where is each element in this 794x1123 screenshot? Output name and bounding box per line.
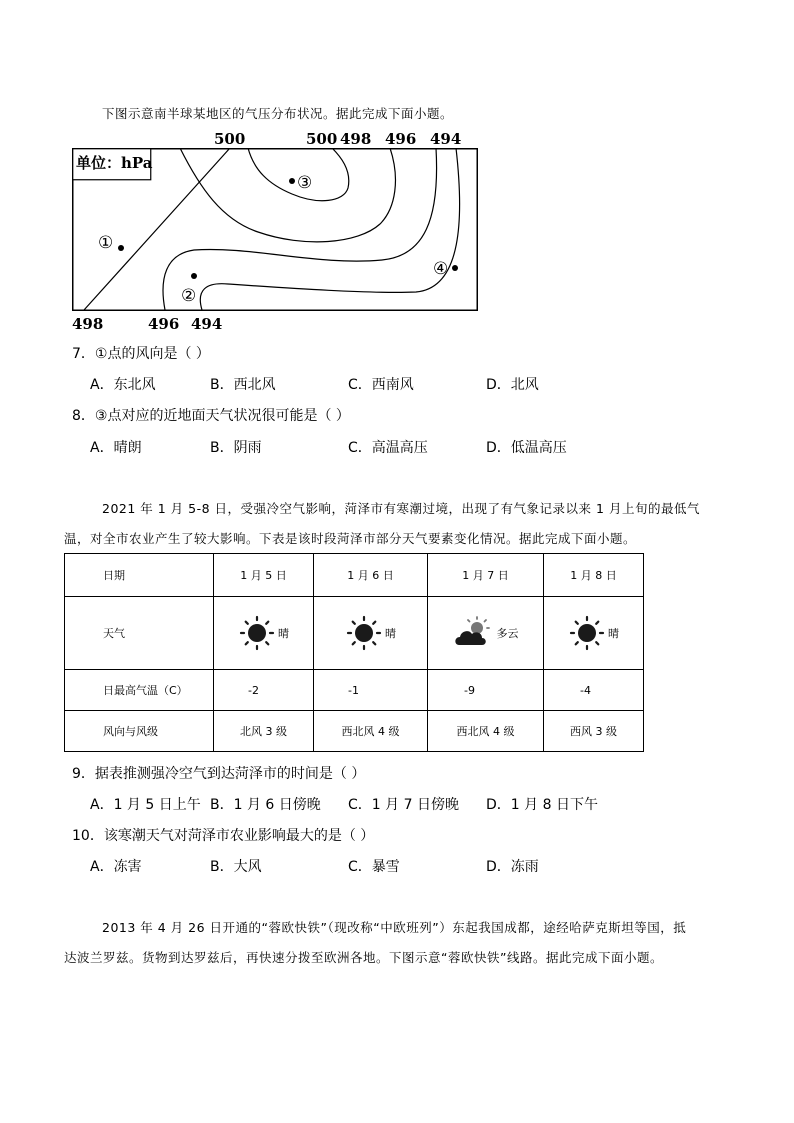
weather-text: 多云: [496, 627, 519, 640]
row-header-max-temp: 日最高气温（C）: [103, 684, 188, 697]
wind-cell: 西风 3 级: [544, 711, 644, 752]
question-9-option-d[interactable]: D．1 月 8 日下午: [486, 797, 598, 813]
question-9-stem: 9．据表推测强冷空气到达菏泽市的时间是（ ）: [72, 766, 366, 782]
sun-icon: [568, 614, 606, 652]
cloud-sun-icon: [453, 614, 493, 652]
point-1-dot: [118, 245, 124, 251]
row-header-weather: 天气: [103, 627, 125, 640]
question-7-option-a[interactable]: A．东北风: [90, 377, 156, 393]
question-10-option-a[interactable]: A．冻害: [90, 859, 142, 875]
section2-intro-line1: 2021 年 1 月 5-8 日，受强冷空气影响，菏泽市有寒潮过境，出现了有气象记录以来 1 月上旬的最低气: [102, 501, 700, 516]
point-3-label: ③: [297, 173, 313, 193]
question-10-option-c[interactable]: C．暴雪: [348, 859, 400, 875]
isobar-label-top: 500: [306, 130, 338, 148]
question-10-option-b[interactable]: B．大风: [210, 859, 262, 875]
question-7-option-c[interactable]: C．西南风: [348, 377, 414, 393]
isobar-label-top: 494: [430, 130, 462, 148]
question-8-option-c[interactable]: C．高温高压: [348, 440, 428, 456]
point-4-label: ④: [433, 259, 449, 279]
question-10-option-d[interactable]: D．冻雨: [486, 859, 539, 875]
row-header-date: 日期: [103, 569, 125, 582]
question-8-option-b[interactable]: B．阴雨: [210, 440, 262, 456]
wind-cell: 西北风 4 级: [428, 711, 544, 752]
sun-icon: [345, 614, 383, 652]
question-9-option-b[interactable]: B．1 月 6 日傍晚: [210, 797, 321, 813]
point-4-dot: [452, 265, 458, 271]
isobar-label-top: 500: [214, 130, 246, 148]
point-3-dot: [289, 178, 295, 184]
date-cell: 1 月 7 日: [428, 554, 544, 597]
question-8-stem: 8．③点对应的近地面天气状况很可能是（ ）: [72, 408, 350, 424]
isobar-label-bottom: 494: [191, 315, 223, 333]
question-9-option-c[interactable]: C．1 月 7 日傍晚: [348, 797, 459, 813]
date-cell: 1 月 5 日: [214, 554, 314, 597]
question-7-option-b[interactable]: B．西北风: [210, 377, 276, 393]
max-temp-cell: -4: [580, 683, 591, 697]
question-9-option-a[interactable]: A．1 月 5 日上午: [90, 797, 201, 813]
weather-table: [64, 553, 644, 752]
max-temp-cell: -2: [248, 683, 259, 697]
question-10-stem: 10．该寒潮天气对菏泽市农业影响最大的是（ ）: [72, 828, 375, 844]
isobar-label-bottom: 498: [72, 315, 104, 333]
question-7-stem: 7．①点的风向是（ ）: [72, 346, 210, 362]
date-cell: 1 月 6 日: [314, 554, 428, 597]
question-8-option-a[interactable]: A．晴朗: [90, 440, 142, 456]
wind-cell: 北风 3 级: [214, 711, 314, 752]
date-cell: 1 月 8 日: [544, 554, 644, 597]
question-8-option-d[interactable]: D．低温高压: [486, 440, 567, 456]
isobar-label-top: 496: [385, 130, 417, 148]
section2-intro-line2: 温，对全市农业产生了较大影响。下表是该时段菏泽市部分天气要素变化情况。据此完成下面小题。: [64, 531, 637, 546]
max-temp-cell: -1: [348, 683, 359, 697]
isobar-label-bottom: 496: [148, 315, 180, 333]
point-2-label: ②: [181, 286, 197, 306]
table-row: [65, 554, 644, 597]
table-row: [65, 597, 644, 670]
wind-cell: 西北风 4 级: [314, 711, 428, 752]
unit-label: 单位：hPa: [76, 154, 153, 172]
point-1-label: ①: [98, 233, 114, 253]
table-row: [65, 711, 644, 752]
section3-intro-line1: 2013 年 4 月 26 日开通的“蓉欧快铁”（现改称“中欧班列”）东起我国成都，途经哈萨克斯坦等国，抵: [102, 920, 687, 935]
sun-icon: [238, 614, 276, 652]
section3-intro-line2: 达波兰罗兹。货物到达罗兹后，再快速分拨至欧洲各地。下图示意“蓉欧快铁”线路。据此完成下面小题。: [64, 950, 663, 965]
max-temp-cell: -9: [464, 683, 475, 697]
section1-intro: 下图示意南半球某地区的气压分布状况。据此完成下面小题。: [102, 106, 454, 121]
weather-text: 晴: [278, 627, 289, 640]
point-2-dot: [191, 273, 197, 279]
question-7-option-d[interactable]: D．北风: [486, 377, 539, 393]
row-header-wind: 风向与风级: [103, 725, 158, 738]
table-row: [65, 670, 644, 711]
isobar-label-top: 498: [340, 130, 372, 148]
weather-text: 晴: [385, 627, 396, 640]
weather-text: 晴: [608, 627, 619, 640]
